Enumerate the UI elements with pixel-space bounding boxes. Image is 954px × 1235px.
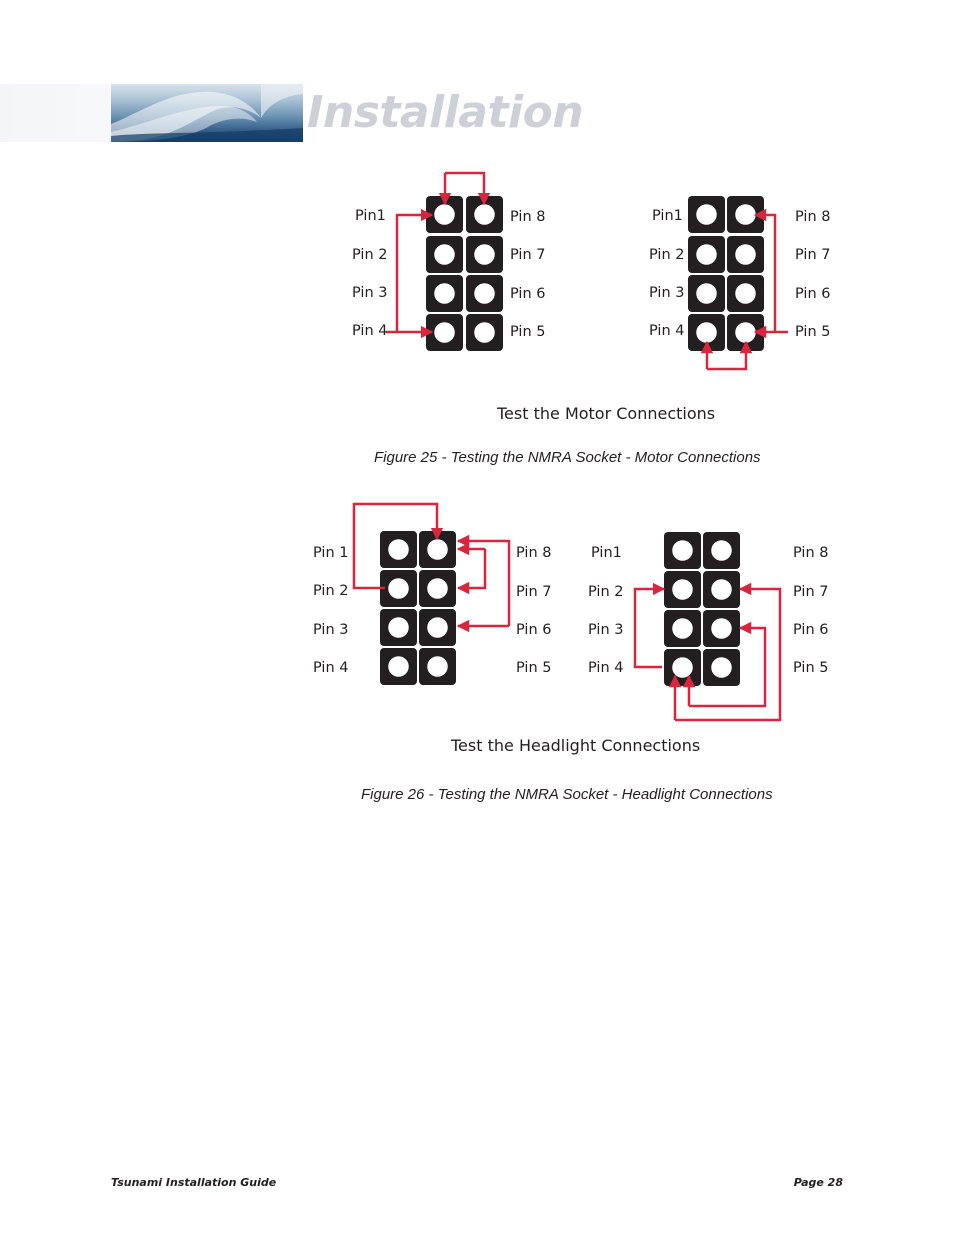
pin-label: Pin 5 [510, 324, 546, 340]
pin-label: Pin1 [652, 208, 683, 224]
pin-label: Pin 2 [588, 584, 624, 600]
pin-label: Pin 7 [795, 247, 831, 263]
pin-label: Pin 3 [588, 622, 624, 638]
pin-label: Pin 6 [795, 286, 831, 302]
pin-label: Pin 7 [516, 584, 552, 600]
pin-label: Pin 3 [313, 622, 349, 638]
pin-label: Pin 4 [313, 660, 349, 676]
figure-26-caption: Figure 26 - Testing the NMRA Socket - Headlight Connections [361, 786, 773, 803]
pin-label: Pin 3 [352, 285, 388, 301]
pin-label: Pin 1 [313, 545, 349, 561]
pin-label: Pin 7 [510, 247, 546, 263]
pin-label: Pin 8 [793, 545, 829, 561]
pin-label: Pin 4 [649, 323, 685, 339]
pin-label: Pin1 [591, 545, 622, 561]
footer-page-number: Page 28 [793, 1176, 843, 1189]
pin-label: Pin 8 [510, 209, 546, 225]
figure-26-label: Test the Headlight Connections [451, 736, 701, 755]
pin-label: Pin 6 [516, 622, 552, 638]
pin-label: Pin 4 [352, 323, 388, 339]
pin-label: Pin 7 [793, 584, 829, 600]
pin-label: Pin 8 [795, 209, 831, 225]
page-title: Installation [307, 87, 584, 138]
figure-25-caption: Figure 25 - Testing the NMRA Socket - Motor Connections [374, 449, 761, 466]
pin-label: Pin 6 [510, 286, 546, 302]
footer-guide-title: Tsunami Installation Guide [111, 1176, 277, 1189]
pin-label: Pin 4 [588, 660, 624, 676]
pin-label: Pin 8 [516, 545, 552, 561]
socket-25-right [688, 196, 764, 351]
pin-label: Pin 2 [352, 247, 388, 263]
pin-label: Pin 5 [795, 324, 831, 340]
pin-label: Pin1 [355, 208, 386, 224]
pin-label: Pin 2 [313, 583, 349, 599]
socket-25-left [426, 196, 503, 351]
pin-label: Pin 2 [649, 247, 685, 263]
socket-26-right [664, 532, 740, 686]
pin-label: Pin 5 [793, 660, 829, 676]
pin-label: Pin 3 [649, 285, 685, 301]
figure-25-label: Test the Motor Connections [497, 404, 716, 423]
pin-label: Pin 5 [516, 660, 552, 676]
socket-26-left [380, 531, 456, 685]
pin-label: Pin 6 [793, 622, 829, 638]
